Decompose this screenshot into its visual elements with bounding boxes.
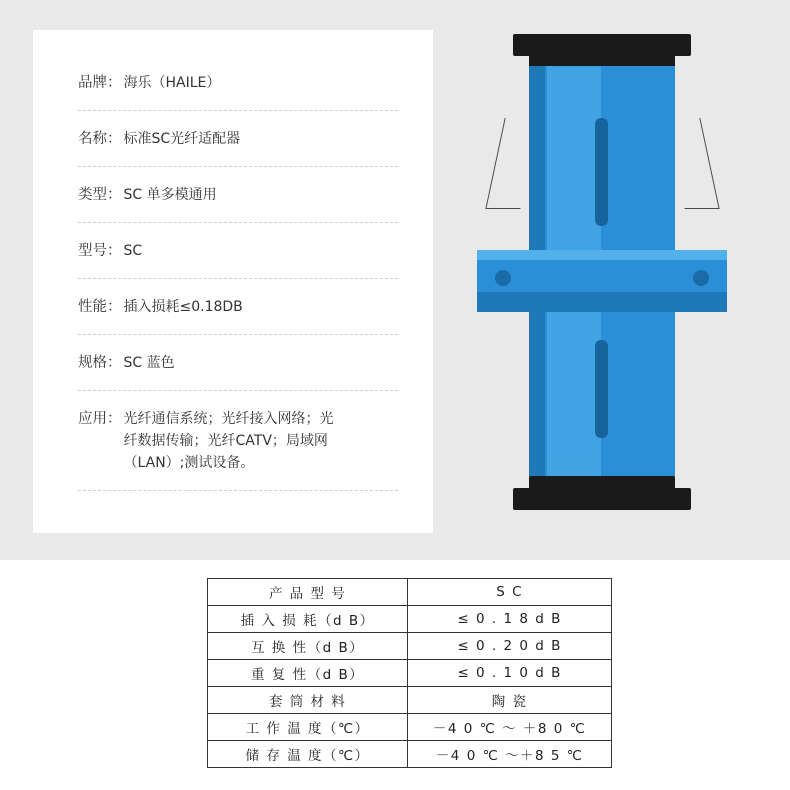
spec-label: 品牌： [78, 75, 122, 91]
adapter-bottom-cap [513, 488, 691, 510]
product-image-area [437, 0, 790, 560]
spec-row [78, 72, 398, 111]
spec-row [78, 296, 398, 335]
table-cell-param: 套 筒 材 料 [208, 687, 408, 714]
adapter-upper-body-highlight [547, 66, 601, 262]
table-row [208, 660, 612, 687]
spec-row [78, 184, 398, 223]
spec-value: 光纤通信系统；光纤接入网络；光纤数据传输；光纤CATV；局域网（LAN）;测试设备。 [123, 411, 334, 471]
adapter-top-cap [513, 34, 691, 56]
spec-value: SC 蓝色 [123, 355, 175, 371]
table-row [208, 606, 612, 633]
table-cell-value: S C [408, 579, 612, 606]
spec-label: 类型： [78, 187, 122, 203]
table-row [208, 741, 612, 768]
table-row [208, 579, 612, 606]
adapter-flange-hole-left [495, 270, 511, 286]
table-cell-value: ≤ 0 . 1 8 d B [408, 606, 612, 633]
spec-value: 标准SC光纤适配器 [123, 131, 241, 147]
adapter-upper-slot [595, 118, 608, 226]
table-row [208, 687, 612, 714]
adapter-lower-body-shade [529, 312, 545, 484]
spec-value: 插入损耗≤0.18DB [123, 299, 243, 315]
table-cell-param: 产 品 型 号 [208, 579, 408, 606]
table-cell-value: ≤ 0 . 2 0 d B [408, 633, 612, 660]
spec-row [78, 352, 398, 391]
adapter-lower-slot [595, 340, 608, 438]
table-row [208, 633, 612, 660]
spec-row [78, 128, 398, 167]
parameter-table [207, 578, 612, 768]
table-cell-param: 互 换 性（d B） [208, 633, 408, 660]
adapter-lower-body-highlight [547, 312, 601, 484]
adapter-flange-hole-right [693, 270, 709, 286]
specification-list [78, 72, 398, 508]
parameter-table-wrapper [207, 578, 612, 768]
table-cell-value: －4 0 ℃ ～＋8 5 ℃ [408, 741, 612, 768]
spec-label: 名称： [78, 131, 122, 147]
spec-row [78, 408, 398, 491]
table-cell-value: －4 0 ℃ ～ ＋8 0 ℃ [408, 714, 612, 741]
table-cell-value: ≤ 0 . 1 0 d B [408, 660, 612, 687]
adapter-flange-shade [477, 292, 727, 312]
table-cell-value: 陶 瓷 [408, 687, 612, 714]
spec-value: 海乐（HAILE） [123, 75, 221, 91]
spec-label: 规格： [78, 355, 122, 371]
table-cell-param: 储 存 温 度（℃） [208, 741, 408, 768]
table-cell-param: 重 复 性（d B） [208, 660, 408, 687]
spec-value: SC 单多模通用 [123, 187, 217, 203]
adapter-flange-highlight [477, 250, 727, 260]
spec-value: SC [123, 243, 143, 259]
table-cell-param: 工 作 温 度（℃） [208, 714, 408, 741]
table-row [208, 714, 612, 741]
specification-card [33, 30, 433, 533]
spec-label: 型号： [78, 243, 122, 259]
spec-row [78, 240, 398, 279]
spec-label: 性能： [78, 299, 122, 315]
table-cell-param: 插 入 损 耗（d B） [208, 606, 408, 633]
adapter-upper-body-shade [529, 66, 545, 262]
spec-label: 应用： [78, 411, 122, 427]
